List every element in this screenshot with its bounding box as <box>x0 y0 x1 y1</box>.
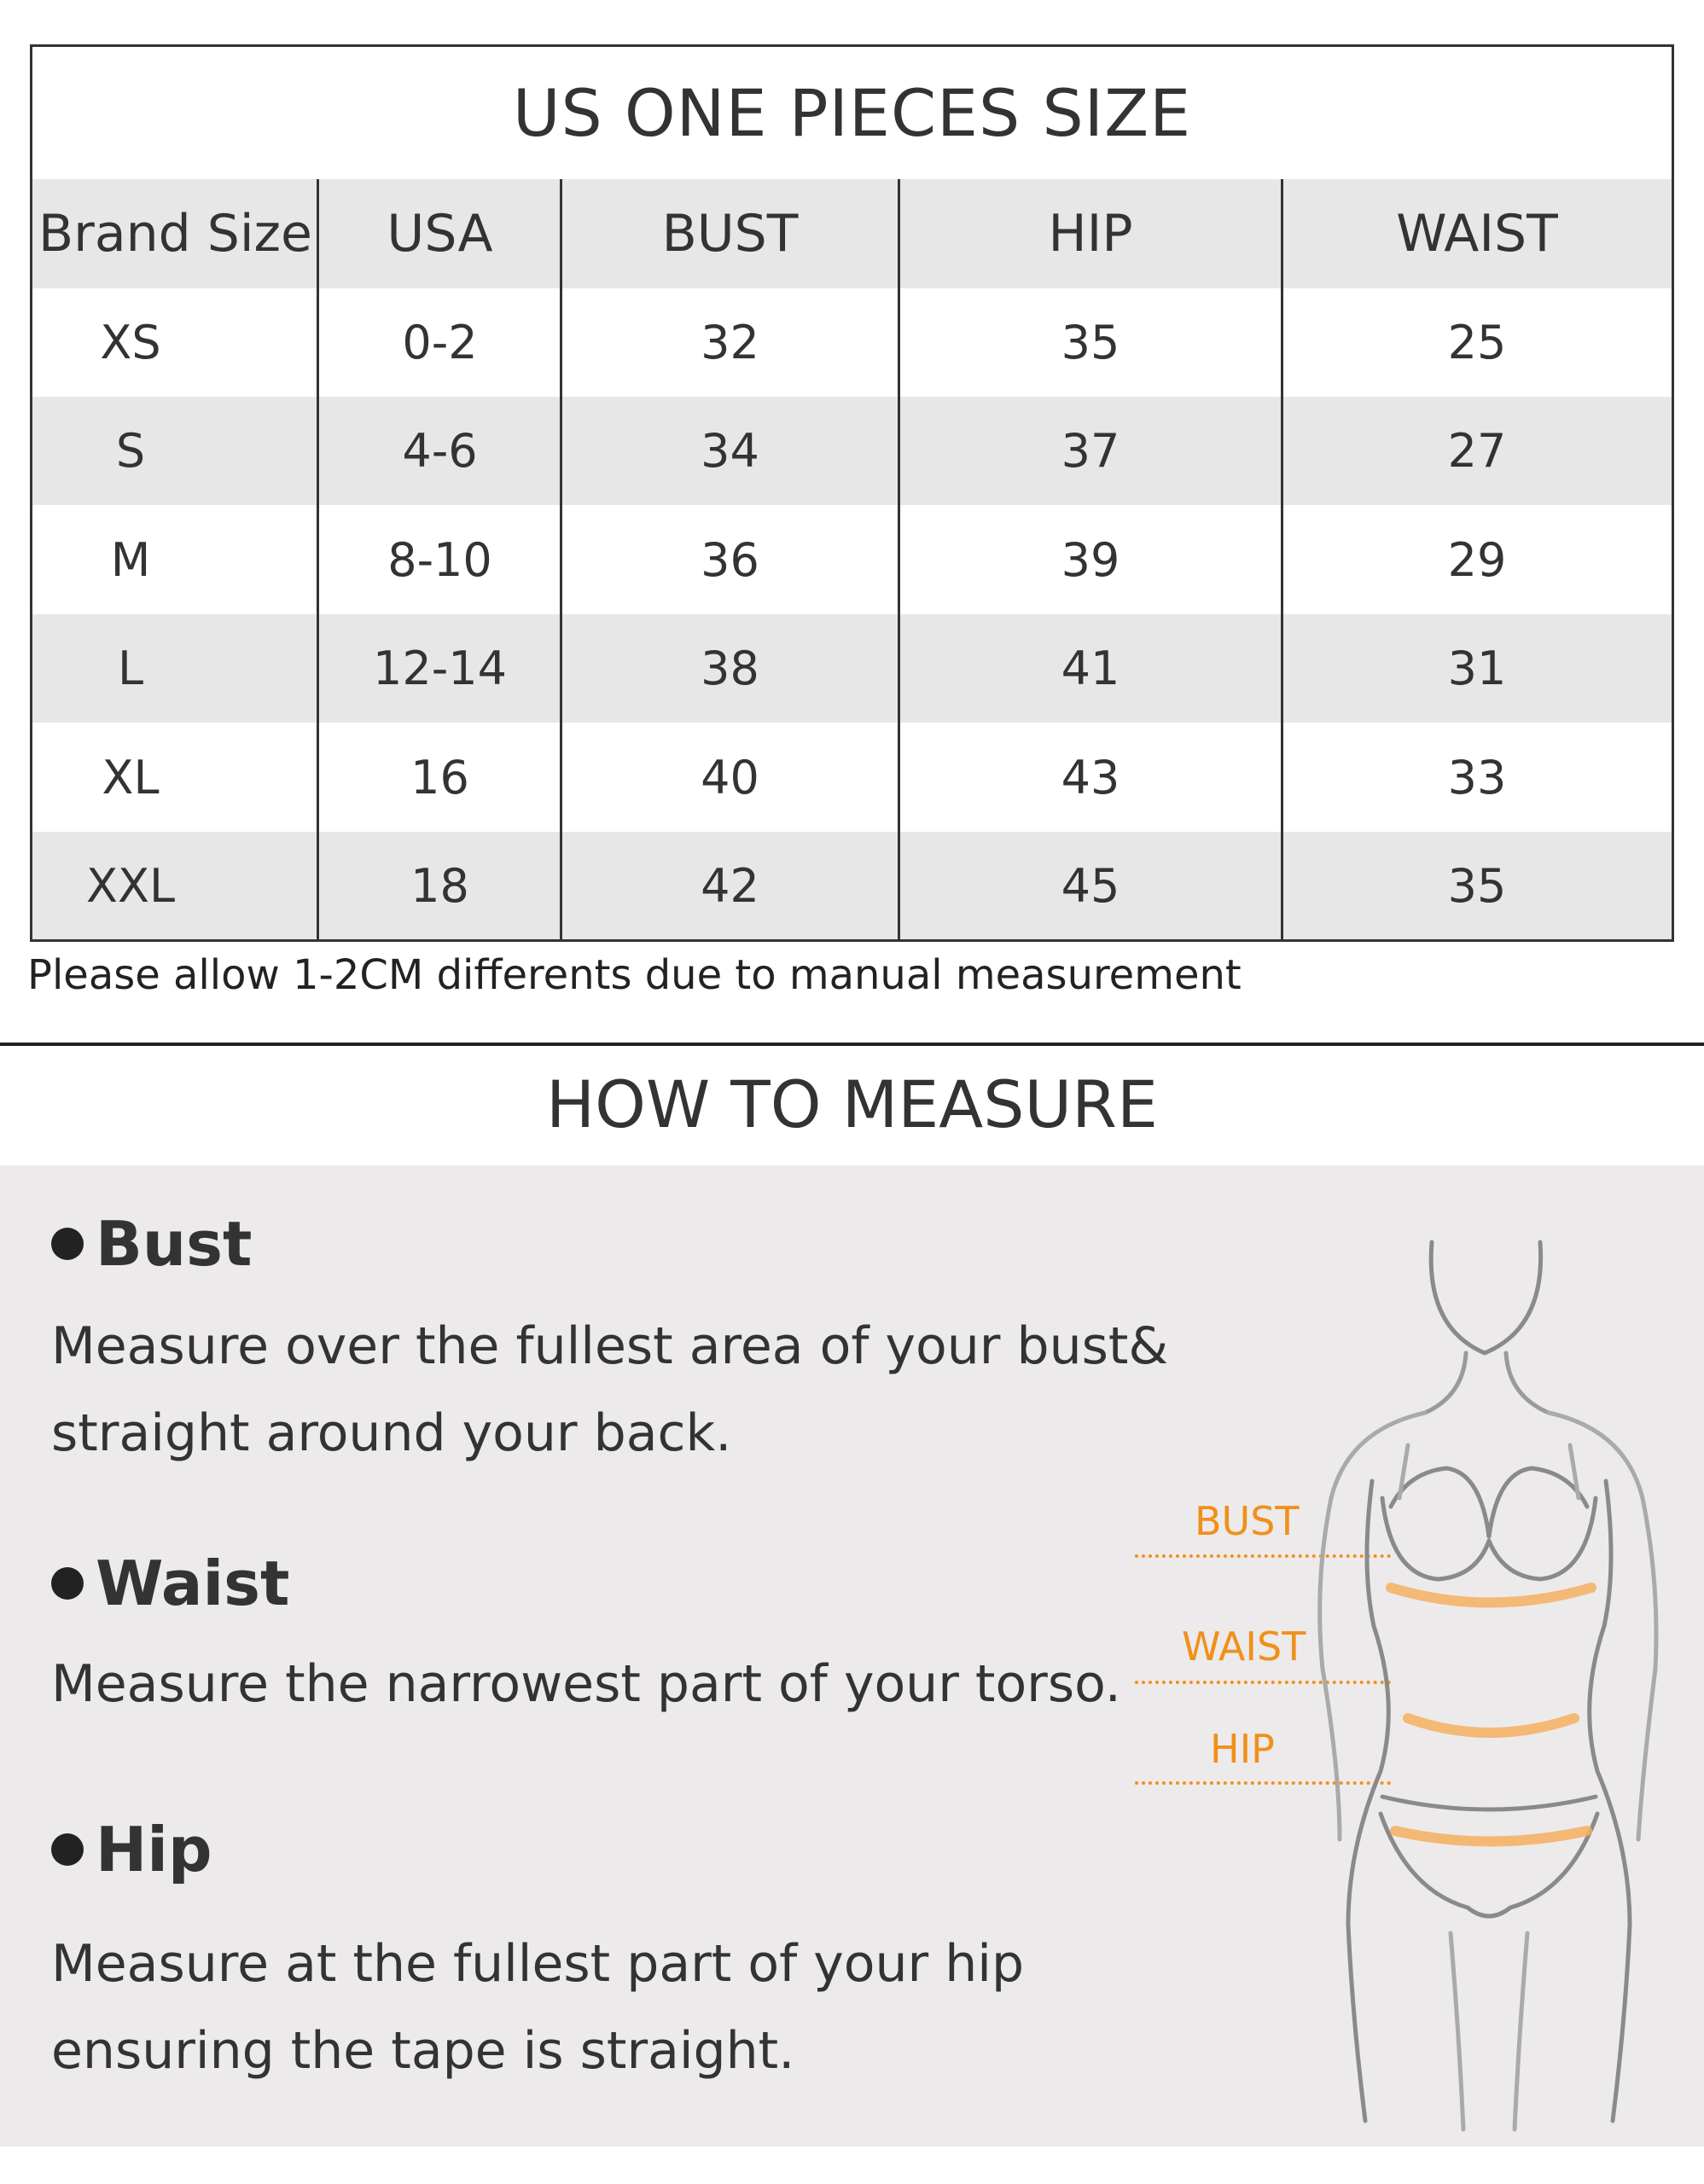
cell-brand-size: XL <box>102 750 160 804</box>
cell-waist: 33 <box>1447 750 1507 804</box>
cell-usa: 4-6 <box>402 424 478 478</box>
waist-instructions <box>51 1641 1121 1728</box>
cell-waist: 31 <box>1447 642 1507 695</box>
table-row <box>32 723 1672 832</box>
cell-brand-size: XXL <box>85 858 176 913</box>
hip-instructions <box>51 1920 1024 2094</box>
bullet-icon <box>51 1833 84 1866</box>
cell-waist: 27 <box>1447 424 1507 478</box>
table-row <box>32 505 1672 614</box>
hip-line-2: ensuring the tape is straight. <box>51 2021 795 2081</box>
table-row <box>32 288 1672 397</box>
table-header-row <box>32 179 1672 288</box>
cell-bust: 38 <box>701 642 759 695</box>
hip-heading <box>51 1814 212 1885</box>
hip-heading-text: Hip <box>96 1814 212 1885</box>
header-waist: WAIST <box>1396 204 1558 264</box>
cell-brand-size: L <box>117 642 144 695</box>
header-bust: BUST <box>661 204 799 264</box>
cell-bust: 34 <box>701 424 759 478</box>
table-row <box>32 614 1672 723</box>
waist-label: WAIST <box>1182 1623 1306 1670</box>
waist-heading-text: Waist <box>96 1548 290 1619</box>
cell-hip: 43 <box>1061 750 1120 804</box>
measurement-note: Please allow 1-2CM differents due to manual measurement <box>27 951 1242 999</box>
bust-heading <box>51 1208 252 1280</box>
bullet-icon <box>51 1228 84 1260</box>
cell-brand-size: M <box>110 532 151 587</box>
cell-hip: 35 <box>1061 316 1120 369</box>
size-table <box>30 44 1674 942</box>
table-title: US ONE PIECES SIZE <box>512 75 1192 151</box>
table-row <box>32 832 1672 939</box>
bust-instructions <box>51 1303 1168 1477</box>
cell-usa: 8-10 <box>387 532 492 587</box>
column-divider <box>1281 179 1283 941</box>
header-hip: HIP <box>1048 204 1133 264</box>
table-row <box>32 397 1672 505</box>
cell-hip: 39 <box>1061 532 1120 587</box>
column-divider <box>560 179 562 941</box>
header-usa: USA <box>387 204 493 264</box>
hip-line-1: Measure at the fullest part of your hip <box>51 1934 1025 1994</box>
cell-usa: 12-14 <box>373 642 507 695</box>
cell-bust: 32 <box>701 316 759 369</box>
waist-line-1: Measure the narrowest part of your torso. <box>51 1654 1121 1714</box>
measure-title: HOW TO MEASURE <box>546 1066 1158 1142</box>
waist-heading <box>51 1548 289 1619</box>
bust-heading-text: Bust <box>96 1208 253 1280</box>
bust-line-1: Measure over the fullest area of your bust& <box>51 1316 1169 1376</box>
column-divider <box>898 179 900 941</box>
bullet-icon <box>51 1567 84 1600</box>
cell-usa: 0-2 <box>402 316 478 369</box>
section-divider <box>0 1043 1704 1046</box>
hip-label: HIP <box>1210 1726 1275 1772</box>
cell-waist: 29 <box>1447 532 1507 587</box>
header-brand-size: Brand Size <box>38 204 312 264</box>
body-figure-illustration <box>1280 1225 1698 2138</box>
cell-bust: 36 <box>701 532 759 587</box>
cell-waist: 35 <box>1447 858 1507 913</box>
column-divider <box>317 179 319 941</box>
bust-label: BUST <box>1195 1498 1300 1544</box>
cell-hip: 45 <box>1061 858 1120 913</box>
cell-usa: 16 <box>410 750 469 804</box>
cell-bust: 40 <box>701 750 759 804</box>
cell-usa: 18 <box>410 858 469 913</box>
measure-panel <box>0 1165 1704 2146</box>
cell-hip: 41 <box>1061 642 1120 695</box>
cell-brand-size: XS <box>100 316 161 369</box>
cell-waist: 25 <box>1447 316 1507 369</box>
cell-bust: 42 <box>701 858 759 913</box>
bust-line-2: straight around your back. <box>51 1403 732 1463</box>
cell-hip: 37 <box>1061 424 1120 478</box>
cell-brand-size: S <box>115 424 146 478</box>
